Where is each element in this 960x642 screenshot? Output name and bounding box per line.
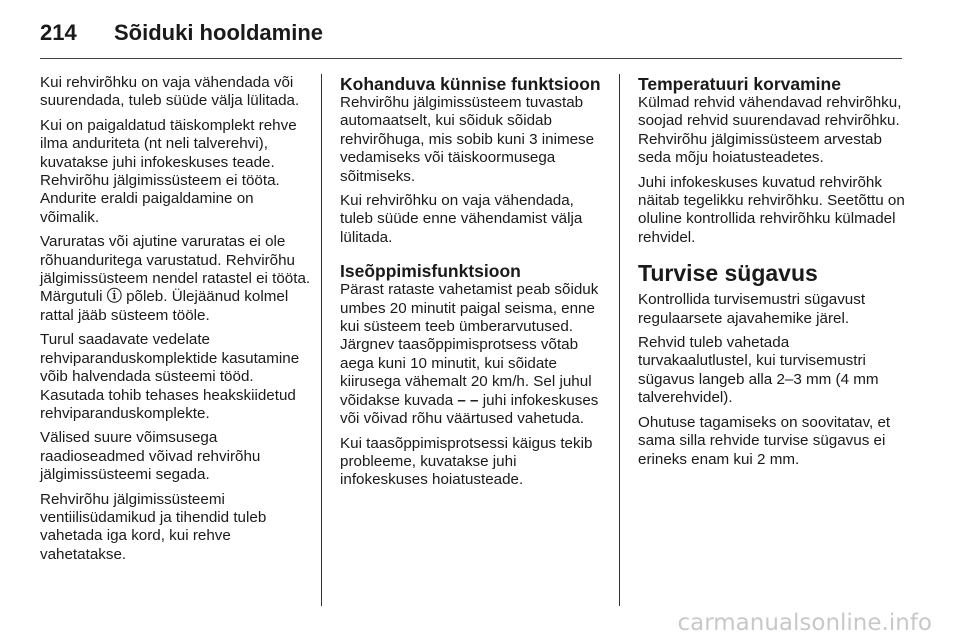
dash-symbol: – – bbox=[457, 391, 479, 409]
paragraph-text: Varuratas või ajutine varuratas ei ole rõhuanduritega varustatud. Rehvirõhu jälgimissüsteem nendel ratastel ei tööta. Märgutuli bbox=[40, 233, 311, 306]
column-2 bbox=[340, 74, 608, 496]
column-divider bbox=[619, 74, 620, 606]
page-number: 214 bbox=[40, 20, 77, 45]
paragraph: Ohutuse tagamiseks on soovitatav, et sama silla rehvide turvise sügavus ei erineks enam kui 2 mm. bbox=[638, 413, 891, 468]
paragraph bbox=[40, 233, 312, 325]
page-header bbox=[40, 20, 323, 50]
chapter-title: Sõiduki hooldamine bbox=[114, 20, 324, 45]
paragraph: Kui taasõppimisprotsessi käigus tekib probleeme, kuvatakse juhi infokeskuses hoiatusteade. bbox=[340, 434, 593, 489]
paragraph-text: juhi infokeskuses või võivad rõhu väärtused vahetuda. bbox=[340, 391, 599, 428]
paragraph: Rehvirõhu jälgimissüsteemi ventiilisüdamikud ja tihendid tuleb vahetada iga kord, kui rehve vahetatakse. bbox=[40, 490, 267, 563]
paragraph-text: Pärast rataste vahetamist peab sõiduk umbes 20 minutit paigal seisma, enne kui süsteem teeb ümberarvutused. Järgnev taasõppimisprotsess võtab aega kuni 10 minutit, kui sõidate kiirusega vähemalt 20 km/h. Sel juhul võidakse kuvada bbox=[340, 281, 599, 409]
paragraph: Kui rehvirõhku on vaja vähendada või suurendada, tuleb süüde välja lülitada. bbox=[40, 74, 300, 110]
paragraph: Välised suure võimsusega raadioseadmed võivad rehvirõhu jälgimissüsteemi segada. bbox=[40, 429, 261, 484]
section-heading-adaptive-threshold: Kohanduva künnise funktsioon bbox=[340, 74, 601, 94]
paragraph: Juhi infokeskuses kuvatud rehvirõhk näitab tegelikku rehvirõhku. Seetõttu on oluline kontrollida rehvirõhku külmadel rehvidel. bbox=[638, 173, 905, 246]
paragraph: Kontrollida turvisemustri sügavust regulaarsete ajavahemike järel. bbox=[638, 291, 866, 327]
paragraph: Kui on paigaldatud täiskomplekt rehve ilma anduriteta (nt neli talverehvi), kuvatakse juhi infokeskuses teade. Rehvirõhu jälgimissüsteem ei tööta. Andurite eraldi paigaldamine on võimalik. bbox=[40, 116, 297, 226]
watermark: carmanualsonline.info bbox=[677, 610, 932, 636]
header-divider bbox=[40, 58, 902, 59]
section-heading-self-learning: Iseõppimisfunktsioon bbox=[340, 261, 521, 282]
paragraph-text: põleb. Ülejäänud kolmel rattal jääb süsteem tööle. bbox=[40, 288, 289, 324]
column-1 bbox=[40, 74, 312, 570]
column-divider bbox=[321, 74, 322, 606]
paragraph: Kui rehvirõhku on vaja vähendada, tuleb süüde enne vähendamist välja lülitada. bbox=[340, 192, 583, 246]
tire-pressure-warning-icon: ⓘ bbox=[106, 288, 122, 306]
paragraph bbox=[340, 281, 608, 428]
section-title-tread-depth: Turvise sügavus bbox=[638, 260, 818, 287]
column-3 bbox=[638, 74, 906, 475]
paragraph: Rehvid tuleb vahetada turvakaalutlustel, kui turvisemustri sügavus langeb alla 2–3 mm (4 mm talverehvidel). bbox=[638, 334, 879, 407]
section-heading-temperature: Temperatuuri korvamine bbox=[638, 74, 841, 94]
paragraph: Külmad rehvid vähendavad rehvirõhku, soojad rehvid suurendavad rehvirõhku. Rehvirõhu jälgimissüsteem arvestab seda mõju hoiatusteadetes. bbox=[638, 94, 902, 167]
paragraph: Rehvirõhu jälgimissüsteem tuvastab automaatselt, kui sõiduk sõidab rehvirõhuga, mis sobib kuni 3 inimese vedamiseks või täiskoormusega sõitmiseks. bbox=[340, 94, 595, 185]
paragraph: Turul saadavate vedelate rehviparanduskomplektide kasutamine võib halvendada süsteemi tööd. Kasutada tohib tehases heakskiidetud rehviparanduskomplekte. bbox=[40, 331, 300, 422]
